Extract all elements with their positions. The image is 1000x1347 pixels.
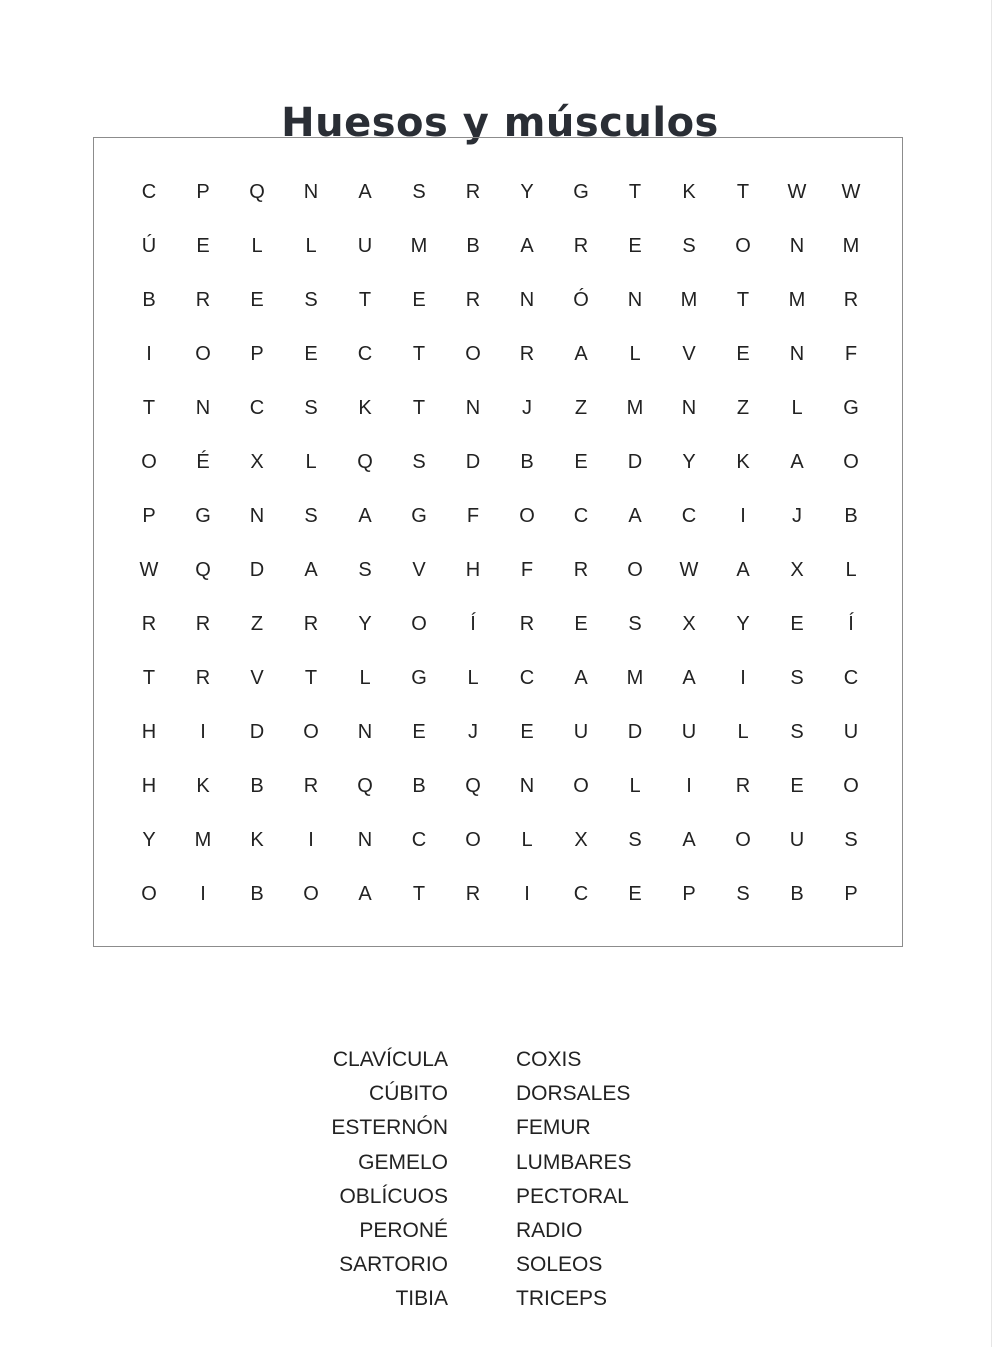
grid-letter[interactable]: S [412,180,426,203]
grid-letter[interactable]: D [249,558,265,581]
grid-letter[interactable]: G [195,504,211,527]
grid-letter[interactable]: I [200,720,206,743]
grid-letter[interactable]: E [412,288,426,311]
grid-letter[interactable]: S [790,720,804,743]
grid-letter[interactable]: U [357,234,373,257]
grid-letter[interactable]: I [524,882,530,905]
grid-letter[interactable]: I [146,342,152,365]
word-list-item: CLAVÍCULA [332,1048,448,1071]
word-list-item: GEMELO [358,1150,448,1174]
grid-letter[interactable]: O [303,882,319,905]
grid-letter[interactable]: Z [574,396,588,419]
grid-letter[interactable]: T [304,666,318,689]
grid-letter[interactable]: S [358,558,372,581]
grid-letter[interactable]: Y [520,180,534,203]
grid-letter[interactable]: L [791,396,803,419]
grid-letter[interactable]: G [411,504,427,527]
word-list-item: TRICEPS [516,1287,608,1311]
grid-letter[interactable]: O [465,828,481,851]
grid-letter[interactable]: O [735,234,751,257]
grid-letter[interactable]: M [842,234,860,257]
grid-letter[interactable]: R [465,882,481,905]
word-list-item: OBLÍCUOS [339,1184,448,1208]
word-list-item: LUMBARES [516,1150,632,1174]
grid-letter[interactable]: S [844,828,858,851]
grid-letter[interactable]: I [740,504,746,527]
grid-letter[interactable]: V [250,666,264,689]
grid-letter[interactable]: O [735,828,751,851]
grid-letter[interactable]: O [519,504,535,527]
grid-letter[interactable]: N [627,288,643,311]
grid-letter[interactable]: O [303,720,319,743]
grid-letter[interactable]: J [468,720,478,743]
word-list-item: PERONÉ [359,1219,448,1243]
grid-letter[interactable]: T [358,288,372,311]
grid-letter[interactable]: K [196,774,210,797]
word-search-grid-frame [93,137,903,947]
word-list-item: RADIO [516,1219,583,1243]
grid-letter[interactable]: A [682,828,696,851]
word-list-item: DORSALES [516,1082,631,1106]
grid-letter[interactable]: Z [736,396,750,419]
grid-letter[interactable]: R [195,288,211,311]
grid-letter[interactable]: Q [465,774,481,797]
grid-letter[interactable]: R [465,288,481,311]
grid-letter[interactable]: L [359,666,371,689]
grid-letter[interactable]: W [787,180,807,203]
grid-letter[interactable]: S [628,828,642,851]
grid-letter[interactable]: X [790,558,804,581]
grid-letter[interactable]: S [412,450,426,473]
grid-letter[interactable]: Y [682,450,696,473]
grid-letter[interactable]: J [522,396,532,419]
grid-letter[interactable]: M [788,288,806,311]
word-list-item: FEMUR [516,1116,591,1140]
grid-letter[interactable]: C [843,666,859,689]
grid-letter[interactable]: I [200,882,206,905]
grid-letter[interactable]: Q [249,180,265,203]
grid-letter[interactable]: Q [357,774,373,797]
grid-letter[interactable]: O [195,342,211,365]
grid-letter[interactable]: E [736,342,750,365]
grid-letter[interactable]: C [411,828,427,851]
grid-letter[interactable]: T [412,342,426,365]
grid-letter[interactable]: K [250,828,264,851]
grid-letter[interactable]: R [195,666,211,689]
grid-letter[interactable]: Q [357,450,373,473]
grid-letter[interactable]: A [358,882,372,905]
grid-letter[interactable]: E [412,720,426,743]
grid-letter[interactable]: P [142,504,156,527]
grid-letter[interactable]: T [736,180,750,203]
grid-letter[interactable]: I [686,774,692,797]
grid-letter[interactable]: E [574,612,588,635]
grid-letter[interactable]: T [736,288,750,311]
grid-letter[interactable]: T [628,180,642,203]
grid-letter[interactable]: D [465,450,481,473]
grid-letter[interactable]: Í [470,612,476,635]
grid-letter[interactable]: N [519,774,535,797]
grid-letter[interactable]: O [627,558,643,581]
grid-letter[interactable]: S [790,666,804,689]
grid-letter[interactable]: O [843,774,859,797]
grid-letter[interactable]: Y [736,612,750,635]
grid-letter[interactable]: N [789,342,805,365]
grid-letter[interactable]: N [357,828,373,851]
word-list-item: COXIS [516,1048,582,1071]
grid-letter[interactable]: M [194,828,212,851]
grid-letter[interactable]: R [465,180,481,203]
grid-letter[interactable]: E [196,234,210,257]
grid-letter[interactable]: B [412,774,426,797]
grid-letter[interactable]: R [141,612,157,635]
grid-letter[interactable]: R [195,612,211,635]
grid-letter[interactable]: Y [142,828,156,851]
grid-letter[interactable]: E [574,450,588,473]
grid-letter[interactable]: L [521,828,533,851]
word-list-item: ESTERNÓN [331,1116,448,1140]
grid-letter[interactable]: B [250,774,264,797]
grid-letter[interactable]: N [789,234,805,257]
grid-letter[interactable]: W [139,558,159,581]
grid-letter[interactable]: G [843,396,859,419]
grid-letter[interactable]: O [843,450,859,473]
grid-letter[interactable]: M [626,396,644,419]
grid-letter[interactable]: R [843,288,859,311]
grid-letter[interactable]: M [680,288,698,311]
grid-letter[interactable]: F [844,342,858,365]
grid-letter[interactable]: P [196,180,210,203]
grid-letter[interactable]: N [681,396,697,419]
grid-letter[interactable]: É [196,450,210,473]
grid-letter[interactable]: V [682,342,696,365]
grid-letter[interactable]: J [792,504,802,527]
grid-letter[interactable]: X [682,612,696,635]
grid-letter[interactable]: P [250,342,264,365]
grid-letter[interactable]: L [629,342,641,365]
grid-letter[interactable]: A [358,504,372,527]
grid-letter[interactable]: R [573,558,589,581]
grid-letter[interactable]: B [142,288,156,311]
grid-letter[interactable]: U [789,828,805,851]
grid-letter[interactable]: A [790,450,804,473]
word-list-item: SARTORIO [339,1253,448,1277]
grid-letter[interactable]: X [574,828,588,851]
grid-letter[interactable]: A [628,504,642,527]
grid-letter[interactable]: R [573,234,589,257]
grid-letter[interactable]: F [520,558,534,581]
grid-letter[interactable]: A [520,234,534,257]
grid-letter[interactable]: E [790,774,804,797]
grid-letter[interactable]: O [141,882,157,905]
word-list-item: SOLEOS [516,1253,603,1277]
grid-letter[interactable]: B [466,234,480,257]
grid-letter[interactable]: C [357,342,373,365]
grid-letter[interactable]: W [841,180,861,203]
grid-letter[interactable]: R [519,612,535,635]
grid-letter[interactable]: V [412,558,426,581]
grid-letter[interactable]: U [681,720,697,743]
word-list-right-column [516,1043,632,1317]
grid-letter[interactable]: K [358,396,372,419]
grid-letter[interactable]: L [305,450,317,473]
word-list-item: TIBIA [395,1287,448,1311]
grid-letter[interactable]: B [520,450,534,473]
grid-letter[interactable]: A [682,666,696,689]
grid-letter[interactable]: L [845,558,857,581]
grid-letter[interactable]: K [682,180,696,203]
grid-letter[interactable]: C [573,504,589,527]
grid-letter[interactable]: A [574,342,588,365]
grid-letter[interactable]: E [628,234,642,257]
page-edge-line [991,0,992,1347]
word-list-left-column [331,1043,448,1317]
grid-letter[interactable]: H [141,774,157,797]
grid-letter[interactable]: N [249,504,265,527]
grid-letter[interactable]: A [304,558,318,581]
grid-letter[interactable]: L [467,666,479,689]
grid-letter[interactable]: C [519,666,535,689]
word-list-item: PECTORAL [516,1184,629,1208]
grid-letter[interactable]: B [250,882,264,905]
grid-letter[interactable]: L [629,774,641,797]
grid-letter[interactable]: B [844,504,858,527]
grid-letter[interactable]: S [682,234,696,257]
grid-letter[interactable]: N [195,396,211,419]
grid-letter[interactable]: W [679,558,699,581]
grid-letter[interactable]: I [308,828,314,851]
grid-letter[interactable]: U [573,720,589,743]
grid-letter[interactable]: R [519,342,535,365]
grid-letter[interactable]: E [628,882,642,905]
grid-letter[interactable]: E [790,612,804,635]
grid-letter[interactable]: M [626,666,644,689]
grid-letter[interactable]: M [410,234,428,257]
grid-letter[interactable]: Q [195,558,211,581]
puzzle-title: Huesos y músculos [281,99,719,146]
grid-letter[interactable]: L [251,234,263,257]
grid-letter[interactable]: G [411,666,427,689]
grid-letter[interactable]: C [249,396,265,419]
grid-letter[interactable]: O [573,774,589,797]
grid-letter[interactable]: D [627,450,643,473]
grid-letter[interactable]: K [736,450,750,473]
grid-letter[interactable]: L [737,720,749,743]
grid-letter[interactable]: A [358,180,372,203]
grid-letter[interactable]: C [681,504,697,527]
grid-letter[interactable]: O [141,450,157,473]
grid-letter[interactable]: A [736,558,750,581]
grid-letter[interactable]: X [250,450,264,473]
grid-letter[interactable]: T [142,396,156,419]
word-list-item: CÚBITO [369,1082,448,1106]
grid-letter[interactable]: N [303,180,319,203]
grid-letter[interactable]: E [304,342,318,365]
grid-letter[interactable]: S [304,504,318,527]
grid-letter[interactable]: S [628,612,642,635]
grid-letter[interactable]: C [141,180,157,203]
grid-letter[interactable]: I [740,666,746,689]
grid-letter[interactable]: E [250,288,264,311]
grid-letter[interactable]: N [465,396,481,419]
grid-letter[interactable]: T [412,396,426,419]
grid-letter[interactable]: H [465,558,481,581]
grid-letter[interactable]: L [305,234,317,257]
grid-letter[interactable]: T [412,882,426,905]
grid-letter[interactable]: R [303,774,319,797]
grid-letter[interactable]: E [520,720,534,743]
grid-letter[interactable]: O [465,342,481,365]
grid-letter[interactable]: P [682,882,696,905]
grid-letter[interactable]: Í [848,612,854,635]
grid-letter[interactable]: D [627,720,643,743]
grid-letter[interactable]: F [466,504,480,527]
grid-letter[interactable]: D [249,720,265,743]
grid-letter[interactable]: R [303,612,319,635]
grid-letter[interactable]: O [411,612,427,635]
grid-letter[interactable]: R [735,774,751,797]
grid-letter[interactable]: Y [358,612,372,635]
grid-letter[interactable]: Ú [141,234,157,257]
grid-letter[interactable]: N [519,288,535,311]
grid-letter[interactable]: C [573,882,589,905]
grid-letter[interactable]: T [142,666,156,689]
grid-letter[interactable]: N [357,720,373,743]
grid-letter[interactable]: Z [250,612,264,635]
grid-letter[interactable]: S [736,882,750,905]
grid-letter[interactable]: S [304,396,318,419]
word-search-grid [122,165,878,921]
grid-letter[interactable]: A [574,666,588,689]
grid-letter[interactable]: S [304,288,318,311]
grid-letter[interactable]: H [141,720,157,743]
grid-letter[interactable]: P [844,882,858,905]
grid-letter[interactable]: U [843,720,859,743]
grid-letter[interactable]: B [790,882,804,905]
grid-letter[interactable]: Ó [573,288,589,311]
grid-letter[interactable]: G [573,180,589,203]
